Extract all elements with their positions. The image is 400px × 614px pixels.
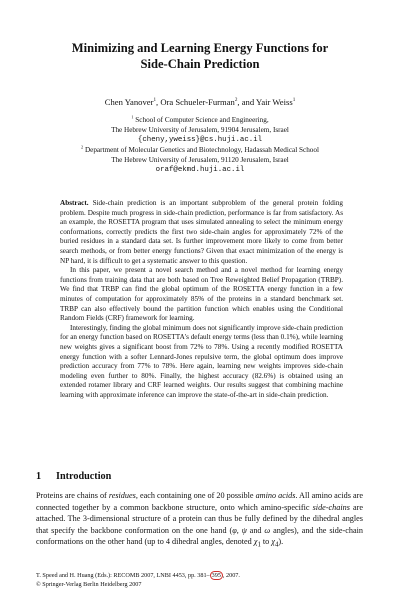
- intro-text: to: [260, 537, 272, 547]
- symbol-chi-1-subscript: 1: [257, 542, 261, 550]
- symbol-chi-4: χ: [271, 537, 275, 547]
- intro-text: angles), and the side-chain conformations on the other hand (up to 4 dihedral angles, denoted: [36, 525, 363, 547]
- introduction-body: [36, 490, 363, 552]
- intro-term-amino-acids: amino acids: [255, 491, 296, 500]
- intro-text: . All amino acids are connected together by a common backbone structure, onto which amino-specific: [36, 491, 363, 512]
- intro-term-residues: residues: [108, 491, 136, 500]
- affiliation-2-line-1: [30, 145, 370, 155]
- author-3-affiliation-mark: 1: [292, 97, 296, 104]
- symbol-chi-4-subscript: 4: [274, 542, 279, 550]
- intro-text: ,: [236, 525, 242, 535]
- abstract-paragraph-1: [60, 199, 343, 266]
- author-2-affiliation-mark: 2: [234, 97, 238, 104]
- paper-title: [40, 40, 360, 72]
- author-3: Yair Weiss: [255, 97, 293, 107]
- affiliation-1-line-2: The Hebrew University of Jerusalem, 91904 Jerusalem, Israel: [111, 126, 289, 134]
- abstract-label: Abstract.: [60, 199, 89, 207]
- section-number: 1: [36, 471, 42, 482]
- intro-text: and: [246, 525, 265, 535]
- footnote: [36, 571, 366, 590]
- affiliation-1-email: {cheny,yweiss}@cs.huji.ac.il: [137, 136, 263, 144]
- abstract-paragraph-2: In this paper, we present a novel search method and a novel method for learning energy functions from training data that are both based on Tree Reweighted Belief Propagation (TRBP). We find that TRBP can find the global optimum of the ROSETTA energy function in a few minutes of computation for approximately 85% of the proteins in a standard benchmark set. TRBP can also effectively bound the partition function which enables using the Conditional Random Fields (CRF) framework for learning.: [60, 266, 343, 323]
- copyright-line: © Springer-Verlag Berlin Heidelberg 2007: [36, 581, 142, 589]
- citation-text: T. Speed and H. Huang (Eds.): RECOMB 2007, LNBI 4453, pp. 381–: [36, 572, 210, 579]
- affiliation-1-dept: School of Computer Science and Engineering,: [135, 116, 269, 124]
- symbol-phi: φ: [232, 525, 237, 535]
- intro-text: , each containing one of 20 possible: [135, 491, 256, 500]
- affiliation-2-email: oraf@ekmd.huji.ac.il: [155, 166, 245, 174]
- abstract-text-1: Side-chain prediction is an important subproblem of the general protein folding problem. Despite much progress in side-chain prediction, performance is far from satisfactory. As an example, the ROSETTA program that uses simulated annealing to select the minimum energy conformations, correctly predicts the first two side-chain angles for approximately 72% of the buried residues in a standard data set. Is further improvement more likely to come from better search methods, or from better energy functions? Given that exact minimization of the energy is NP hard, it is difficult to get a systematic answer to this question.: [60, 199, 344, 265]
- symbol-psi: ψ: [241, 525, 247, 535]
- affiliation-1-mark: 1: [131, 114, 134, 120]
- section-title: Introduction: [56, 471, 112, 482]
- intro-text: are attached. The 3-dimensional structure of a protein can thus be fully defined by the dihedral angles that specify the backbone conformation on the one hand (: [36, 502, 364, 535]
- title-line-2: Side-Chain Prediction: [140, 57, 260, 71]
- symbol-chi-1: χ: [253, 537, 258, 547]
- section-heading: [36, 471, 356, 482]
- affiliation-2-mark: 2: [80, 144, 84, 150]
- affiliations: [30, 115, 370, 175]
- intro-text: Proteins are chains of: [36, 491, 109, 500]
- author-2: Ora Schueler-Furman: [160, 97, 235, 107]
- author-1-affiliation-mark: 1: [153, 97, 157, 104]
- title-line-1: Minimizing and Learning Energy Functions for: [71, 41, 329, 55]
- symbol-omega: ω: [264, 525, 271, 535]
- intro-text: ).: [278, 537, 284, 547]
- abstract-paragraph-3: Interestingly, finding the global minimum does not significantly improve side-chain prediction for an energy function based on ROSETTA's default energy terms (less than 0.1%), while learning new weights gives a significant boost from 72% to 78%. Using a recently modified ROSETTA energy function with a softer Lennard-Jones repulsive term, the global optimum does improve prediction accuracy from 77% to 78%. Here again, learning new weights improves side-chain modeling even further to 80%. Finally, the highest accuracy (82.6%) is obtained using an extended rotamer library and CRF learned weights. Our results suggest that combining machine learning with approximate inference can improve the state-of-the-art in side-chain prediction.: [60, 323, 343, 399]
- author-1: Chen Yanover: [104, 97, 154, 107]
- citation-line: [36, 571, 366, 580]
- affiliation-2-line-2: The Hebrew University of Jerusalem, 91120 Jerusalem, Israel: [111, 156, 289, 164]
- intro-term-side-chains: side-chains: [312, 502, 350, 512]
- affiliation-2-dept: Department of Molecular Genetics and Biotechnology, Hadassah Medical School: [84, 146, 319, 154]
- circled-page-number: 395: [211, 572, 221, 579]
- introduction-paragraph: [36, 490, 363, 552]
- author-list: Chen Yanover$^1$, Ora Schueler-Furman$^2$, and Yair Weiss$^1$: [104, 97, 296, 107]
- affiliation-1-line-1: [30, 115, 370, 125]
- citation-text-end: , 2007.: [222, 572, 240, 579]
- abstract: [60, 199, 343, 400]
